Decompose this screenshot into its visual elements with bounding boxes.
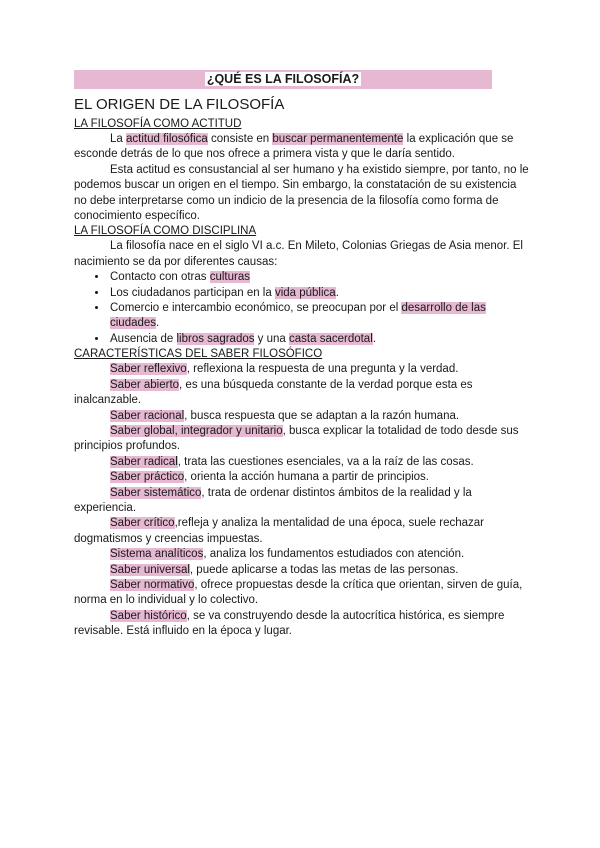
text: La <box>110 133 126 145</box>
subheading-caracteristicas: CARACTERÍSTICAS DEL SABER FILOSÓFICO <box>74 348 323 361</box>
characteristic-paragraph <box>74 486 530 517</box>
highlighted-text: Saber crítico <box>110 517 175 530</box>
highlighted-text: Sistema analíticos <box>110 548 204 561</box>
characteristic-paragraph <box>74 378 530 409</box>
characteristic-paragraph <box>74 424 530 455</box>
highlighted-text: vida pública <box>274 286 336 299</box>
highlighted-text: Saber sistemático <box>110 486 202 499</box>
paragraph-disciplina-1: La filosofía nace en el siglo VI a.c. En Mileto, Colonias Griegas de Asia menor. El nacimiento se da por diferentes causas: <box>74 240 523 268</box>
text: . <box>156 317 160 330</box>
list-item <box>108 332 530 347</box>
characteristic-paragraph <box>74 470 530 485</box>
highlighted-text: Saber universal <box>110 563 190 576</box>
causes-list <box>74 270 530 347</box>
text: y una <box>254 332 290 345</box>
highlighted-text: culturas <box>209 271 251 284</box>
text: , analiza los fundamentos estudiados con atención. <box>203 548 465 561</box>
text: , puede aplicarse a todas las metas de las personas. <box>189 563 459 576</box>
characteristic-paragraph <box>74 578 530 609</box>
text: consiste en <box>207 133 273 145</box>
highlighted-text: casta sacerdotal <box>289 332 373 345</box>
characteristic-paragraph <box>74 563 530 578</box>
document-content <box>74 70 530 640</box>
text: , reflexiona la respuesta de una pregunta y la verdad. <box>186 363 459 376</box>
text: , ofrece propuestas desde la crítica que orientan, sirven de guía, norma en lo individual y lo colectivo. <box>74 578 523 607</box>
list-item <box>108 301 530 332</box>
highlighted-text: Saber histórico <box>110 609 187 622</box>
text: . <box>372 332 376 345</box>
highlighted-text: Saber normativo <box>110 578 195 591</box>
highlighted-text: Saber abierto <box>110 378 180 391</box>
characteristic-paragraph <box>74 609 530 640</box>
characteristic-paragraph <box>74 362 530 377</box>
list-item <box>108 270 530 285</box>
text: Comercio e intercambio económico, se preocupan por el <box>110 302 402 315</box>
text: , orienta la acción humana a partir de principios. <box>184 471 429 484</box>
characteristic-paragraph <box>74 516 530 547</box>
highlighted-text: Saber práctico <box>110 471 185 484</box>
highlighted-text: libros sagrados <box>176 332 255 345</box>
highlighted-text: Saber radical <box>110 455 178 468</box>
characteristic-paragraph <box>74 409 530 424</box>
document-title: ¿QUÉ ES LA FILOSOFÍA? <box>206 72 360 86</box>
text: Ausencia de <box>110 332 177 345</box>
section-heading: EL ORIGEN DE LA FILOSOFÍA <box>74 96 285 113</box>
highlighted-text: desarrollo de las ciudades <box>110 302 486 330</box>
title-bar <box>74 70 492 89</box>
paragraph-actitud-2: Esta actitud es consustancial al ser humano y ha existido siempre, por tanto, no le podemos buscar un origen en el tiempo. Sin embargo, la constatación de su existencia no debe interpretarse como un indicio de la presencia de la filosofía como forma de conocimiento específico. <box>74 163 529 223</box>
text: Los ciudadanos participan en la <box>110 286 275 299</box>
highlighted-text: Saber global, integrador y unitario <box>110 424 283 437</box>
list-item <box>108 286 530 301</box>
text: . <box>335 286 339 299</box>
subheading-actitud: LA FILOSOFÍA COMO ACTITUD <box>74 118 242 130</box>
text: , busca explicar la totalidad de todo desde sus principios profundos. <box>74 424 519 453</box>
highlighted-text: Saber reflexivo <box>110 363 187 376</box>
text: ,refleja y analiza la mentalidad de una época, suele rechazar dogmatismos y creencias impuestas. <box>74 517 484 545</box>
highlighted-text: buscar permanentemente <box>272 133 404 145</box>
text: la explicación que se esconde detrás de lo que nos ofrece a primera vista y que le daría sentido. <box>74 133 514 161</box>
text: , trata las cuestiones esenciales, va a la raíz de las cosas. <box>177 455 474 468</box>
text: , es una búsqueda constante de la verdad porque esta es inalcanzable. <box>74 378 473 407</box>
characteristic-paragraph <box>74 547 530 562</box>
highlighted-text: actitud filosófica <box>126 133 208 145</box>
characteristic-paragraph <box>74 455 530 470</box>
text: , busca respuesta que se adaptan a la razón humana. <box>184 409 460 422</box>
highlighted-text: Saber racional <box>110 409 185 422</box>
subheading-disciplina: LA FILOSOFÍA COMO DISCIPLINA <box>74 225 257 238</box>
text: , se va construyendo desde la autocrítica histórica, es siempre revisable. Está influido en la época y lugar. <box>74 609 505 638</box>
paragraph-actitud-1 <box>74 132 530 163</box>
text: , trata de ordenar distintos ámbitos de la realidad y la experiencia. <box>74 486 472 514</box>
text: Contacto con otras <box>110 271 210 284</box>
